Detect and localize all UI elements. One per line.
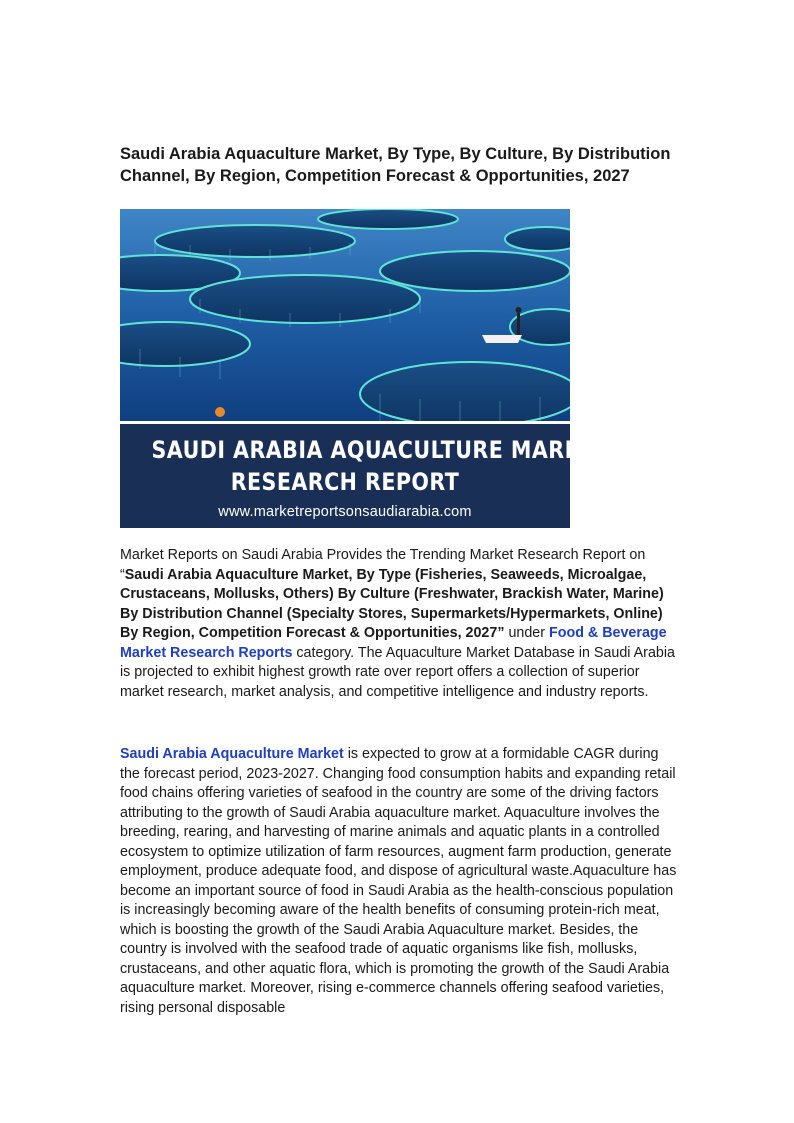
fish-farm-photo — [120, 209, 570, 421]
intro-text: Market Reports on Saudi Arabia Provides the Trending Market Research Report on “ — [120, 547, 646, 583]
market-body-text: is expected to grow at a formidable CAGR during the forecast period, 2023-2027. Changing food consumption habits and expanding retail food chains offering varieties of seafood in the country are some of the driving factors attributing to the growth of Saudi Arabia aquaculture market. Aquaculture involves the breeding, rearing, and harvesting of marine animals and aquatic plants in a controlled ecosystem to optimize utilization of farm resources, augment farm production, generate employment, produce adequate food, and dispose of agricultural waste.Aquaculture has become an important source of food in Saudi Arabia as the health-conscious population is increasingly becoming aware of the health benefits of consuming protein-rich meat, which is boosting the growth of the Saudi Arabia Aquaculture market. Besides, the country is involved with the seafood trade of aquatic organisms like fish, mollusks, crustaceans, and other aquatic flora, which is promoting the growth of the Saudi Arabia aquaculture market. Moreover, rising e-commerce channels offering seafood varieties, rising personal disposable — [120, 746, 677, 1016]
intro-rest-text: category. The Aquaculture Market Database in Saudi Arabia is projected to exhibit highest growth rate over report offers a collection of superior market research, market analysis, and competitive intelligence and industry reports. — [120, 644, 675, 700]
food-beverage-category-link[interactable]: Food & Beverage Market Research Reports — [120, 625, 667, 661]
under-text: under — [504, 625, 549, 641]
banner-title-line-1: SAUDI ARABIA AQUACULTURE MARKET — [151, 436, 611, 464]
report-banner — [120, 424, 611, 528]
report-name: Saudi Arabia Aquaculture Market, By Type (Fisheries, Seaweeds, Microalgae, Crustaceans, Mollusks, Others) By Culture (Freshwater, Brackish Water, Marine) By Distribution Channel (Specialty Stores, Supermarkets/Hypermarkets, Online) By Region, Competition Forecast & Opportunities, 2027” — [120, 566, 664, 641]
report-cover-image — [120, 209, 611, 528]
intro-paragraph — [120, 546, 680, 702]
market-paragraph — [120, 745, 680, 1018]
banner-website-url: www.marketreportsonsaudiarabia.com — [218, 504, 472, 520]
saudi-arabia-aquaculture-market-link[interactable]: Saudi Arabia Aquaculture Market — [120, 746, 344, 762]
document-title: Saudi Arabia Aquaculture Market, By Type, By Culture, By Distribution Channel, By Region, Competition Forecast & Opportunities, 2027 — [120, 145, 671, 185]
banner-title-line-2: RESEARCH REPORT — [230, 468, 460, 496]
